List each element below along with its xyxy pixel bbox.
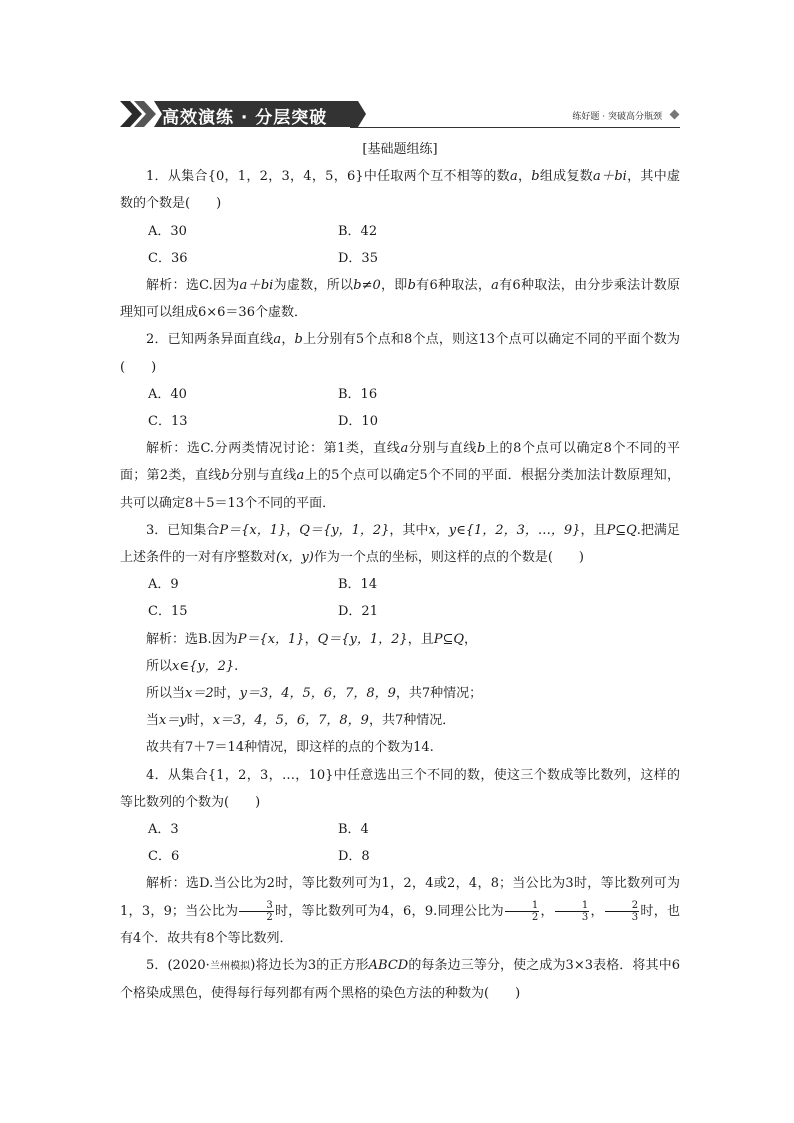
q4-solution: 解析：选D.当公比为2时，等比数列可为1，2，4或2，4，8；当公比为3时，等比数列可为1，3，9；当公比为 $\frac{3}{2}$ 时，等比数列可为4，6，9.同理公比为 $\frac{1}{2}$ ， $\frac{1}{3}$ ， $\frac{2}{3}$ 时，也有4个．故共有8个等比数列． [120, 876, 680, 946]
option: A．9 [148, 577, 179, 593]
question-4: 4．从集合{1，2，3，…，10}中任意选出三个不同的数，使这三个数成等比数列，这样的等比数列的个数为( ) [120, 767, 680, 810]
q3-solution-line-2: 所以x∈{y，2}. [146, 658, 239, 674]
section-banner [120, 99, 680, 129]
fraction: $\frac{3}{2}$ [239, 900, 273, 923]
option: A．30 [148, 223, 187, 239]
fraction: $\frac{2}{3}$ [605, 900, 639, 923]
fraction: $\frac{1}{2}$ [505, 900, 539, 923]
option: C．36 [148, 250, 188, 266]
q2-options-row-2 [120, 408, 680, 435]
option: A．40 [148, 386, 187, 402]
question-5: 5．(2020·兰州模拟)将边长为3的正方形ABCD的每条边三等分，使之成为3×3表格．将其中6个格染成黑色，使得每行每列都有两个黑格的染色方法的种数为( ) [120, 958, 680, 1002]
diamond-icon [670, 110, 680, 120]
banner-tagline: 练好题 · 突破高分瓶颈 [572, 112, 662, 122]
question-3: 3．已知集合P＝{x，1}，Q＝{y，1，2}，其中x，y∈{1，2，3，…，9}，且P⊆Q.把满足上述条件的一对有序整数对(x，y)作为一个点的坐标，则这样的点的个数是( ) [120, 522, 680, 566]
option: D．8 [338, 849, 370, 865]
option: A．3 [148, 822, 179, 838]
option: C．6 [148, 849, 180, 865]
section-title: [基础题组练] [362, 142, 438, 157]
q4-options-row-1 [120, 816, 680, 843]
q3-solution: 解析：选B.因为P＝{x，1}，Q＝{y，1，2}，且P⊆Q， [146, 631, 478, 647]
question-1: 1．从集合{0，1，2，3，4，5，6}中任取两个互不相等的数a，b组成复数a＋bi，其中虚数的个数是( ) [120, 169, 680, 212]
q1-options-row-1 [120, 218, 680, 245]
banner-divider [350, 127, 680, 128]
q3-solution-line-5: 故共有7＋7＝14种情况，即这样的点的个数为14. [146, 740, 434, 756]
source-label: 兰州模拟 [209, 961, 251, 973]
question-2: 2．已知两条异面直线a，b上分别有5个点和8个点，则这13个点可以确定不同的平面个数为( ) [120, 332, 680, 375]
option: C．13 [148, 414, 188, 430]
option: B．16 [338, 386, 378, 402]
q1-solution: 解析：选C.因为a＋bi为虚数，所以b≠0，即b有6种取法，a有6种取法，由分步乘法计数原理知可以组成6×6＝36个虚数． [120, 278, 680, 321]
q2-options-row-1 [120, 381, 680, 408]
option: D．35 [338, 250, 378, 266]
fraction: $\frac{1}{3}$ [555, 900, 589, 923]
option: D．21 [338, 604, 378, 620]
option: B．14 [338, 577, 378, 593]
q2-solution: 解析：选C.分两类情况讨论：第1类，直线a分别与直线b上的8个点可以确定8个不同的平面；第2类，直线b分别与直线a上的5个点可以确定5个不同的平面．根据分类加法计数原理知，共可以确定8＋5＝13个不同的平面． [120, 441, 680, 511]
q3-solution-line-3: 所以当x＝2时，y＝3，4，5，6，7，8，9，共7种情况； [146, 686, 483, 702]
q3-solution-line-4: 当x＝y时，x＝3，4，5，6，7，8，9，共7种情况． [146, 713, 456, 729]
q4-options-row-2 [120, 843, 680, 870]
banner-title: 高效演练 · 分层突破 [162, 108, 328, 128]
q3-options-row-2 [120, 598, 680, 625]
option: C．15 [148, 604, 188, 620]
option: B．42 [338, 223, 378, 239]
option: B．4 [338, 822, 369, 838]
q3-options-row-1 [120, 571, 680, 598]
page-content [120, 136, 680, 1008]
q1-options-row-2 [120, 245, 680, 272]
option: D．10 [338, 414, 378, 430]
